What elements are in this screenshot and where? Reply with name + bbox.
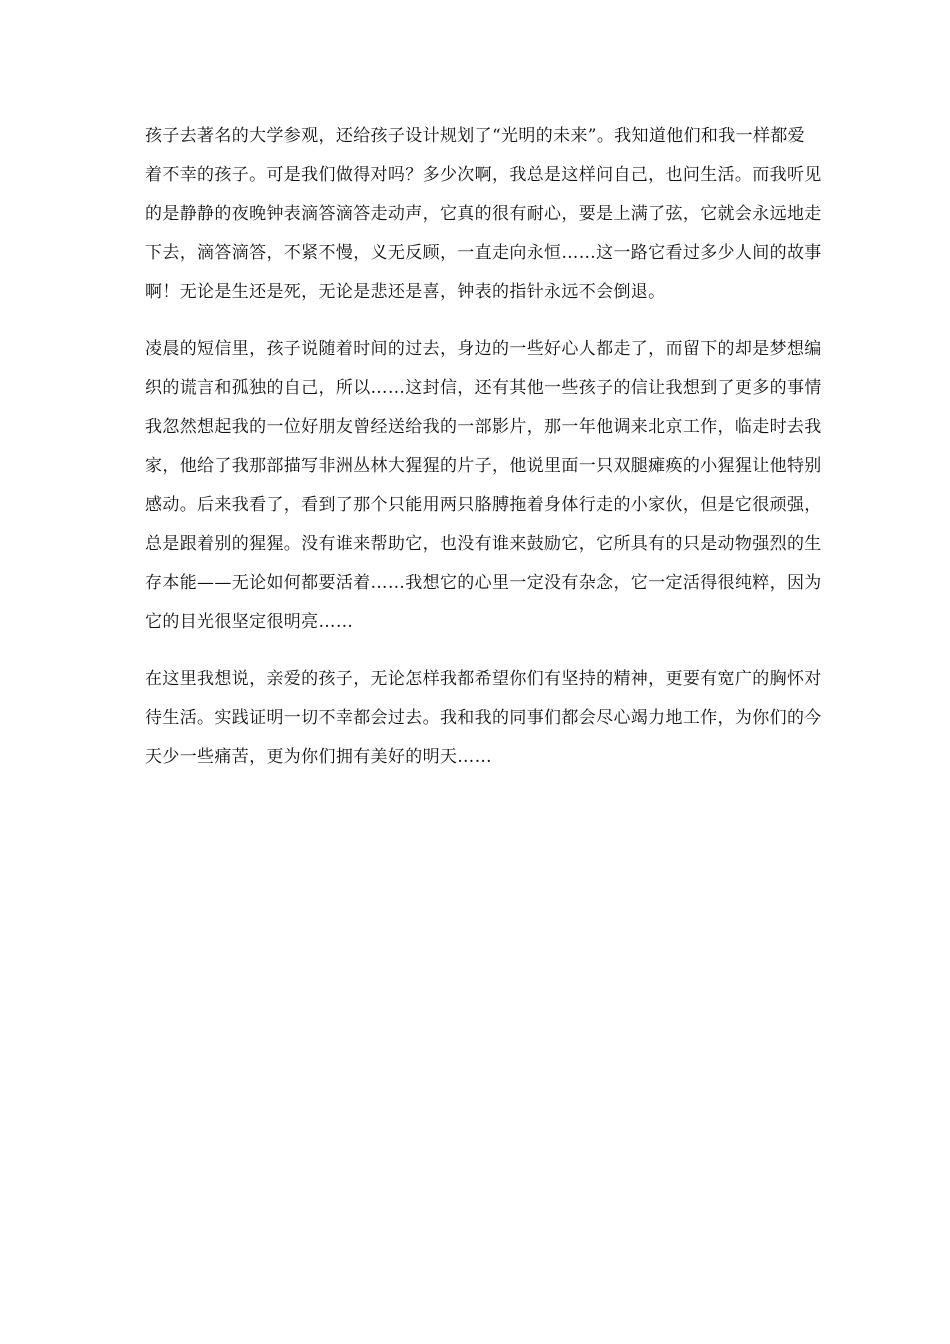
text-line: 下去，滴答滴答，不紧不慢，义无反顾，一直走向永恒……这一路它看过多少人间的故事: [145, 243, 822, 263]
text-line: 总是跟着别的猩猩。没有谁来帮助它，也没有谁来鼓励它，它所具有的只是动物强烈的生: [145, 534, 822, 554]
text-line: 的是静静的夜晚钟表滴答滴答走动声，它真的很有耐心，要是上满了弦，它就会永远地走: [145, 204, 822, 224]
text-line: 织的谎言和孤独的自己，所以……这封信，还有其他一些孩子的信让我想到了更多的事情: [145, 378, 822, 398]
text-line: 着不幸的孩子。可是我们做得对吗？多少次啊，我总是这样问自己，也问生活。而我听见: [145, 165, 822, 185]
text-line: 凌晨的短信里，孩子说随着时间的过去，身边的一些好心人都走了，而留下的却是梦想编: [145, 339, 822, 359]
text-line: 感动。后来我看了，看到了那个只能用两只胳膊拖着身体行走的小家伙，但是它很顽强，: [145, 495, 822, 515]
paragraph-spacer: [145, 312, 810, 330]
paragraph-3: [145, 660, 822, 777]
text-line: 它的目光很坚定很明亮……: [145, 612, 354, 632]
text-line: 啊！无论是生还是死，无论是悲还是喜，钟表的指针永远不会倒退。: [145, 282, 666, 302]
text-line: 家，他给了我那部描写非洲丛林大猩猩的片子，他说里面一只双腿瘫痪的小猩猩让他特别: [145, 456, 822, 476]
text-line: 我忽然想起我的一位好朋友曾经送给我的一部影片，那一年他调来北京工作，临走时去我: [145, 417, 822, 437]
document-body: [145, 117, 822, 777]
text-line: 在这里我想说，亲爱的孩子，无论怎样我都希望你们有坚持的精神，更要有宽广的胸怀对: [145, 669, 822, 689]
text-line: 存本能——无论如何都要活着……我想它的心里一定没有杂念，它一定活得很纯粹，因为: [145, 573, 822, 593]
text-line: 待生活。实践证明一切不幸都会过去。我和我的同事们都会尽心竭力地工作，为你们的今: [145, 708, 822, 728]
paragraph-spacer: [145, 642, 810, 660]
paragraph-2: [145, 330, 822, 642]
paragraph-1: [145, 117, 822, 312]
text-line: 孩子去著名的大学参观，还给孩子设计规划了“光明的未来”。我知道他们和我一样都爱: [145, 126, 806, 146]
text-line: 天少一些痛苦，更为你们拥有美好的明天……: [145, 747, 492, 767]
